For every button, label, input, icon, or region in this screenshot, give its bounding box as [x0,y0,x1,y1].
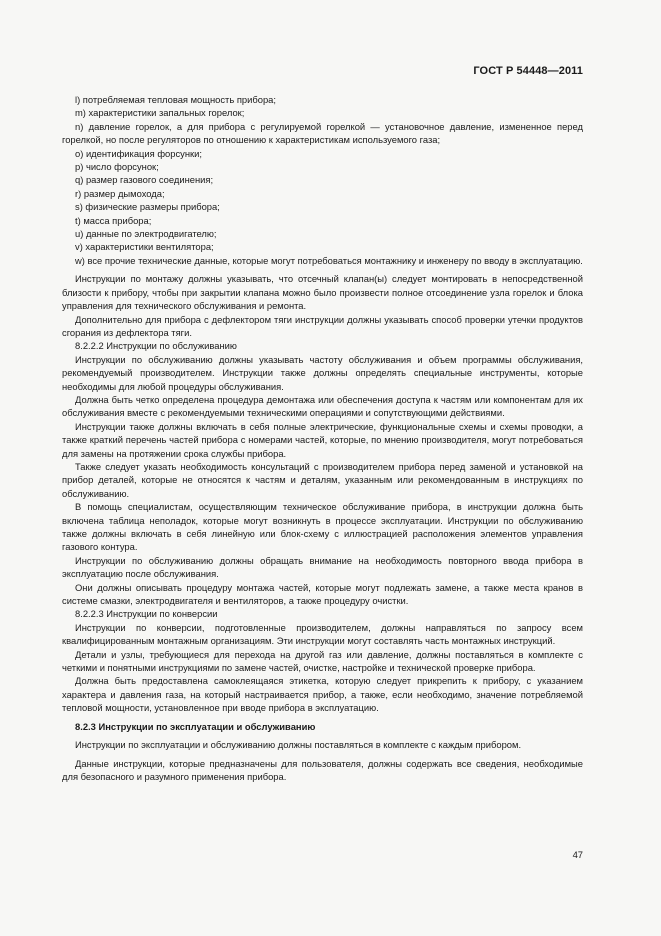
paragraph: Инструкции по обслуживанию должны обращать внимание на необходимость повторного ввода прибора в эксплуатацию после обслуживания. [62,554,583,580]
paragraph: Они должны описывать процедуру монтажа частей, которые могут подлежать замене, а также места кранов в системе смазки, электродвигателя и вентиляторов, а также процедуру очистки. [62,581,583,607]
list-item: n) давление горелок, а для прибора с регулируемой горелкой — установочное давление, измененное перед горелкой, но после регуляторов по отношению к характеристикам используемого газа; [62,120,583,146]
paragraph: Должна быть предоставлена самоклеящаяся этикетка, которую следует прикрепить к прибору, с указанием характера и давления газа, на который настраивается прибор, а также, если необходимо, значение потребляемой тепловой мощности, установленное при вводе прибора в эксплуатацию. [62,675,583,714]
list-item: v) характеристики вентилятора; [75,241,214,253]
standard-header: ГОСТ Р 54448—2011 [473,65,583,77]
section-heading: 8.2.3 Инструкции по эксплуатации и обслуживанию [75,720,316,732]
list-item: m) характеристики запальных горелок; [75,107,245,119]
list-item: s) физические размеры прибора; [75,201,220,213]
paragraph: Инструкции по монтажу должны указывать, что отсечный клапан(ы) следует монтировать в непосредственной близости к прибору, чтобы при закрытии клапана можно было произвести полное отсоединение узла горелок и блока управления для технического обслуживания и ремонта. [62,273,583,312]
paragraph: Дополнительно для прибора с дефлектором тяги инструкции должны указывать способ проверки утечки продуктов сгорания из дефлектора тяги. [62,313,583,338]
section-heading: 8.2.2.2 Инструкции по обслуживанию [75,340,237,352]
list-item: u) данные по электродвигателю; [75,228,217,240]
paragraph: Данные инструкции, которые предназначены для пользователя, должны содержать все сведения, необходимые для безопасного и разумного применения прибора. [62,757,583,782]
list-item: r) размер дымохода; [75,187,165,199]
paragraph: В помощь специалистам, осуществляющим техническое обслуживание прибора, в инструкции должна быть включена таблица неполадок, которые могут возникнуть в процессе эксплуатации. Инструкции по обслуживанию также должны включать в себя линейную или блок-схему с иллюстрацией расположения элементов управления газового контура. [62,501,583,553]
list-item: q) размер газового соединения; [75,174,214,186]
paragraph: Детали и узлы, требующиеся для перехода на другой газ или давление, должны поставляться в комплекте с четкими и понятными инструкциями по замене частей, очистке, настройке и технической проверке прибора. [62,648,583,674]
paragraph: Инструкции также должны включать в себя полные электрические, функциональные схемы и схемы проводки, а также краткий перечень частей прибора с номерами частей, которые, по мнению производителя, могут потребоваться для замены на протяжении срока службы прибора. [62,420,583,459]
paragraph: Должна быть четко определена процедура демонтажа или обеспечения доступа к частям или компонентам для их обслуживания вместе с рекомендуемыми техническими операциями и сопутствующими действиями. [62,393,583,419]
list-item: o) идентификация форсунки; [75,147,202,159]
document-body [62,93,583,783]
page-number: 47 [572,849,583,860]
paragraph: Также следует указать необходимость консультаций с производителем прибора перед заменой и установкой на прибор деталей, которые не относятся к частям и деталям, указанным или рекомендованным в инструкциях по обслуживанию. [62,460,583,499]
list-item: t) масса прибора; [75,214,152,226]
section-heading: 8.2.2.3 Инструкции по конверсии [75,608,218,620]
list-item: w) все прочие технические данные, которые могут потребоваться монтажнику и инженеру по вводу в эксплуатацию. [75,254,583,266]
list-item: l) потребляемая тепловая мощность прибора; [75,94,276,105]
paragraph: Инструкции по конверсии, подготовленные производителем, должны направляться по запросу всем квалифицированным монтажным организациям. Эти инструкции могут составлять часть монтажных инструкций. [62,621,583,647]
paragraph: Инструкции по эксплуатации и обслуживанию должны поставляться в комплекте с каждым прибором. [75,739,522,751]
list-item: p) число форсунок; [75,161,159,173]
paragraph: Инструкции по обслуживанию должны указывать частоту обслуживания и объем программы обслуживания, рекомендуемый производителем. Инструкции также должны определять специальные инструменты, которые необходимы для любой процедуры обслуживания. [62,353,583,392]
